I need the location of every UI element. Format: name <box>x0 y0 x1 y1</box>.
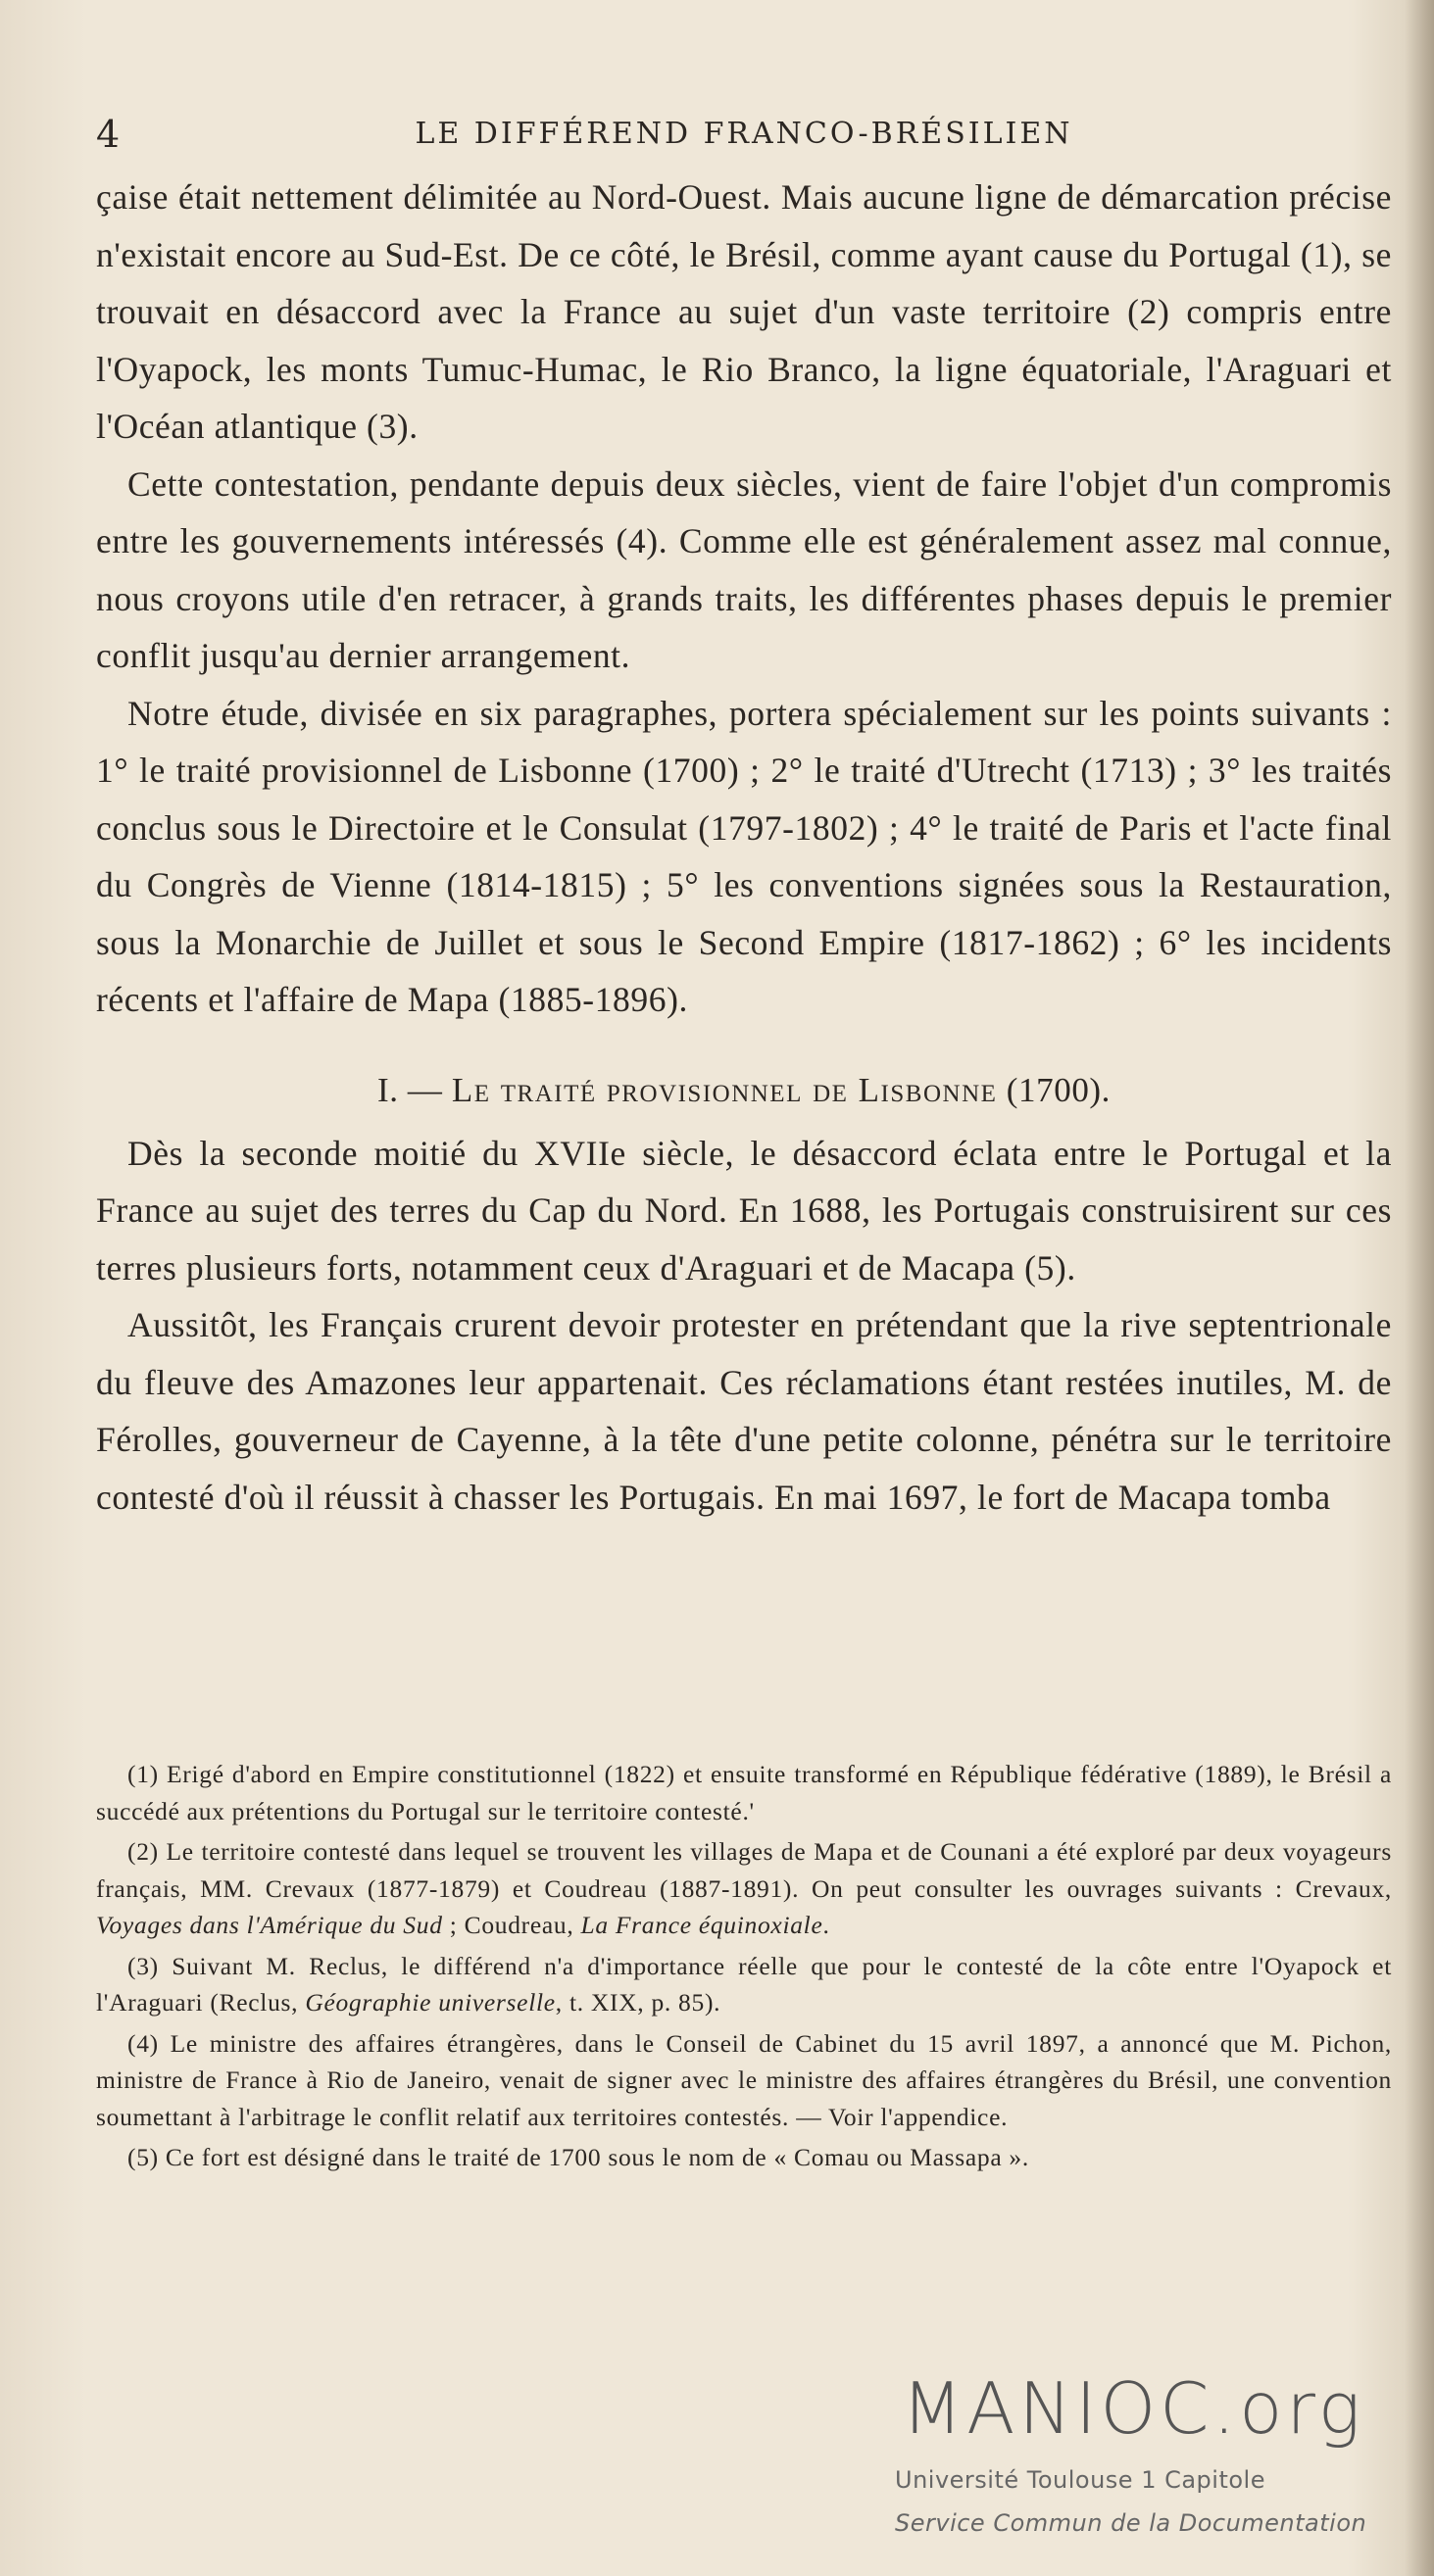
footnote-3-end: , t. XIX, p. 85). <box>555 1988 721 2017</box>
section-heading <box>96 1062 1392 1119</box>
paragraph-1: çaise était nettement délimitée au Nord-Ouest. Mais aucune ligne de démarcation précise n'existait encore au Sud-Est. De ce côté, le Brésil, comme ayant cause du Portugal (1), se trouvait en désaccord avec la France au sujet d'un vaste territoire (2) compris entre l'Oyapock, les monts Tumuc-Humac, le Rio Branco, la ligne équatoriale, l'Araguari et l'Océan atlantique (3). <box>96 177 1392 446</box>
footnote-4: (4) Le ministre des affaires étrangères, dans le Conseil de Cabinet du 15 avril 1897, a annoncé que M. Pichon, ministre de France à Rio de Janeiro, venait de signer avec le ministre des affaires étrangères du Brésil, une convention soumettant à l'arbitrage le conflit relatif aux territoires contestés. — Voir l'appendice. <box>96 2028 1392 2131</box>
manioc-watermark <box>887 2364 1397 2560</box>
footnotes <box>96 1756 1392 2180</box>
section-title: Le traité provisionnel de Lisbonne <box>451 1070 998 1109</box>
page-edge-shadow <box>1405 0 1434 2576</box>
footnote-3-title: Géographie universelle <box>305 1988 556 2017</box>
footnote-2-text-b: ; Coudreau, <box>442 1911 581 1939</box>
manioc-logo: MANIOC.org <box>902 2367 1364 2450</box>
footnote-2 <box>96 1833 1392 1944</box>
footnote-2-title-crevaux: Voyages dans l'Amérique du Sud <box>96 1911 443 1939</box>
paragraph-3: Notre étude, divisée en six paragraphes, portera spécialement sur les points suivants : 1° le traité provisionnel de Lisbonne (1700) ; 2° le traité d'Utrecht (1713) ; 3° les traités conclus sous le Directoire et le Consulat (1797-1802) ; 4° le traité de Paris et l'acte final du Congrès de Vienne (1814-1815) ; 5° les conventions signées sous la Restauration, sous la Monarchie de Juillet et sous le Second Empire (1817-1862) ; 6° les incidents récents et l'affaire de Mapa (1885-1896). <box>96 693 1392 1019</box>
paragraph-5: Aussitôt, les Français crurent devoir protester en prétendant que la rive septentrionale du fleuve des Amazones leur appartenait. Ces réclamations étant restées inutiles, M. de Férolles, gouverneur de Cayenne, à la tête d'une petite colonne, pénétra sur le territoire contesté d'où il réussit à chasser les Portugais. En mai 1697, le fort de Macapa tomba <box>96 1305 1392 1517</box>
footnote-1: (1) Erigé d'abord en Empire constitutionnel (1822) et ensuite transformé en République fédérative (1889), le Brésil a succédé aux prétentions du Portugal sur le territoire contesté.' <box>96 1760 1392 1825</box>
footnote-5: (5) Ce fort est désigné dans le traité de 1700 sous le nom de « Comau ou Massapa ». <box>127 2143 1029 2171</box>
footnote-3 <box>96 1948 1392 2021</box>
section-numeral: I. — <box>376 1070 443 1109</box>
paragraph-4: Dès la seconde moitié du XVIIe siècle, le désaccord éclata entre le Portugal et la France au sujet des terres du Cap du Nord. En 1688, les Portugais construisirent sur ces terres plusieurs forts, notamment ceux d'Araguari et de Macapa (5). <box>96 1133 1392 1288</box>
footnote-2-text: (2) Le territoire contesté dans lequel se trouvent les villages de Mapa et de Counani a été exploré par deux voyageurs français, MM. Crevaux (1877-1879) et Coudreau (1887-1891). On peut consulter les ouvrages suivants : Crevaux, <box>96 1837 1392 1903</box>
footnote-2-title-coudreau: La France équinoxiale <box>580 1911 823 1939</box>
watermark-university: Université Toulouse 1 Capitole <box>895 2466 1265 2494</box>
footnote-2-end: . <box>822 1911 830 1939</box>
main-text <box>96 169 1392 1526</box>
paragraph-2: Cette contestation, pendante depuis deux siècles, vient de faire l'objet d'un compromis entre les gouvernements intéressés (4). Comme elle est généralement assez mal connue, nous croyons utile d'en retracer, à grands traits, les différentes phases depuis le premier conflit jusqu'au dernier arrangement. <box>96 463 1392 675</box>
page-number: 4 <box>96 113 121 156</box>
running-title: LE DIFFÉREND FRANCO-BRÉSILIEN <box>415 117 1073 151</box>
section-date: (1700). <box>1006 1070 1112 1109</box>
watermark-service: Service Commun de la Documentation <box>895 2509 1367 2537</box>
footnote-3-text: (3) Suivant M. Reclus, le différend n'a d'importance réelle que pour le contesté de la côte entre l'Oyapock et l'Araguari (Reclus, <box>96 1951 1392 2017</box>
page-header <box>96 110 1392 159</box>
